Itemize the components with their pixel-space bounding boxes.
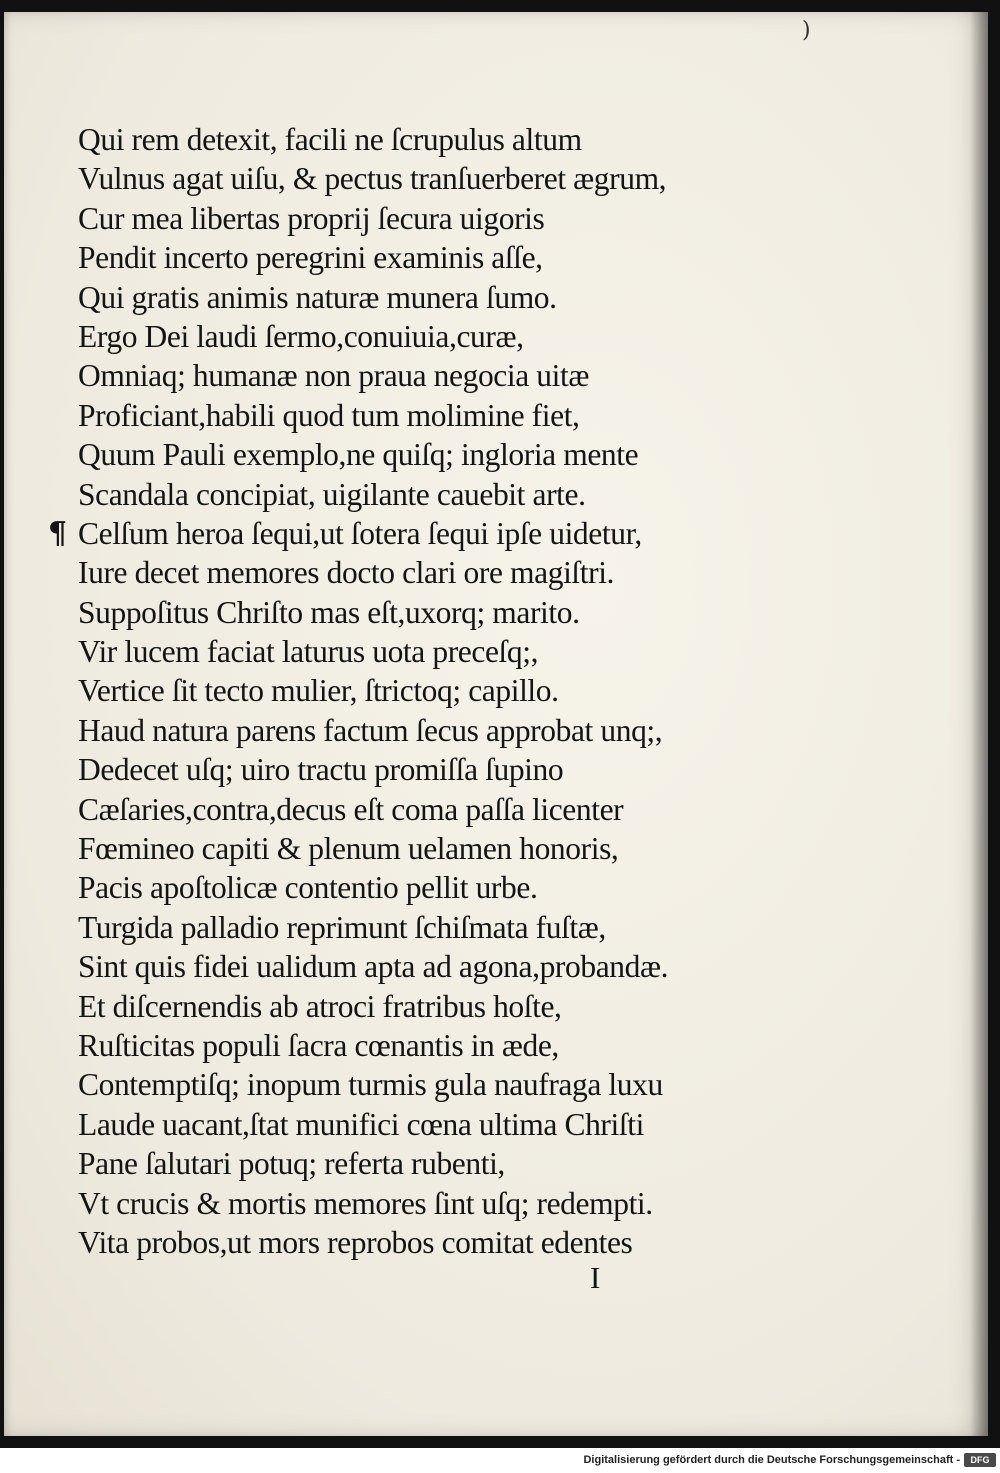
verse-line: Ergo Dei laudi ſermo,conuiuia,curæ,	[78, 318, 524, 354]
verse-line: Sint quis fidei ualidum apta ad agona,probandæ.	[78, 949, 669, 985]
corner-mark: )	[802, 18, 811, 43]
dfg-logo-icon: DFG	[964, 1453, 996, 1467]
verse-line: Qui rem detexit, facili ne ſcrupulus altum	[78, 122, 582, 157]
verse-line: Pendit incerto peregrini examinis aſſe,	[78, 240, 543, 276]
verse-line: Dedecet uſq; uiro tractu promiſſa ſupino	[78, 752, 564, 788]
verse-line: Cæſaries,contra,decus eſt coma paſſa licenter	[78, 791, 624, 827]
verse-line: Suppoſitus Chriſto mas eſt,uxorq; marito.	[78, 594, 580, 630]
verse-line: Turgida palladio reprimunt ſchiſmata fuſtæ,	[78, 909, 606, 945]
verse-line: Iure decet memores docto clari ore magiſtri.	[78, 555, 615, 591]
verse-line: Cur mea libertas proprij ſecura uigoris	[78, 200, 545, 236]
verse-line: Haud natura parens factum ſecus approbat unq;,	[78, 712, 663, 748]
verse-line: Omniaq; humanæ non praua negocia uitæ	[78, 358, 589, 394]
verse-line: Proficiant,habili quod tum molimine fiet,	[78, 397, 580, 433]
verse-line: Scandala concipiat, uigilante cauebit arte.	[78, 476, 586, 512]
verse-line: Vertice ſit tecto mulier, ſtrictoq; capillo.	[78, 673, 559, 709]
verse-line: Ruſticitas populi ſacra cœnantis in æde,	[78, 1027, 559, 1063]
verse-line: Quum Pauli exemplo,ne quiſq; ingloria mente	[78, 437, 639, 473]
verse-line: Et diſcernendis ab atroci fratribus hoſte,	[78, 988, 562, 1024]
verse-line-text: Celſum heroa ſequi,ut ſotera ſequi ipſe uidetur,	[78, 515, 642, 551]
verse-line: Laude uacant,ſtat munifici cœna ultima Chriſti	[78, 1106, 644, 1142]
catchword: I	[590, 1260, 601, 1295]
verse-line: Vir lucem faciat laturus uota preceſq;,	[78, 634, 539, 670]
verse-line: Fœmineo capiti & plenum uelamen honoris,	[78, 831, 619, 867]
verse-line: Vulnus agat uiſu, & pectus tranſuerberet ægrum,	[78, 161, 667, 197]
page-gutter-shadow	[970, 12, 988, 1436]
verse-line: Pacis apoſtolicæ contentio pellit urbe.	[78, 870, 538, 906]
digitization-footer	[0, 1448, 1000, 1473]
verse-text-block	[48, 120, 758, 1262]
verse-line: Contemptiſq; inopum turmis gula naufraga luxu	[78, 1067, 663, 1103]
verse-line: Vt crucis & mortis memores ſint uſq; redempti.	[78, 1185, 653, 1221]
pilcrow-mark: ¶	[48, 515, 67, 551]
verse-line: Qui gratis animis naturæ munera ſumo.	[78, 279, 557, 315]
funding-credit: Digitalisierung gefördert durch die Deutsche Forschungsgemeinschaft -	[583, 1454, 960, 1466]
verse-line: Vita probos,ut mors reprobos comitat edentes	[78, 1224, 633, 1260]
verse-line-with-pilcrow	[48, 514, 758, 553]
verse-line: Pane ſalutari potuq; referta rubenti,	[78, 1146, 505, 1182]
book-page	[4, 12, 988, 1436]
